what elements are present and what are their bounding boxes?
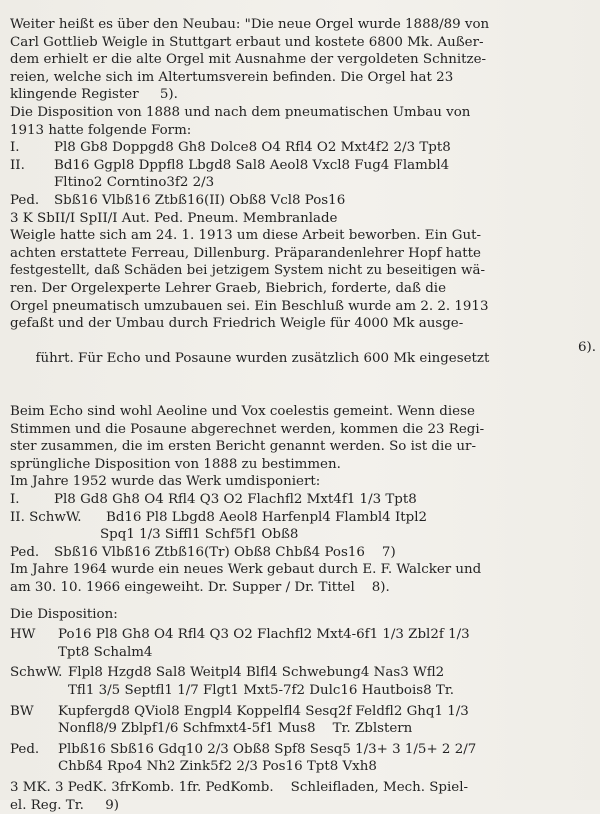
stops-line: Bd16 Ggpl8 Dppfl8 Lbgd8 Sal8 Aeol8 Vxcl8 Fug4 Flambl4	[54, 157, 450, 173]
text-line: reien, welche sich im Altertumsverein befinden. Die Orgel hat 23	[10, 69, 454, 85]
text-line-with-note	[10, 333, 596, 403]
manual-row	[10, 157, 584, 192]
text-line: führt. Für Echo und Posaune wurden zusätzlich 600 Mk eingesetzt	[35, 351, 490, 367]
manual-label: Ped.	[10, 741, 40, 757]
manual-label: Ped.	[10, 544, 40, 560]
text-line: Beim Echo sind wohl Aeoline und Vox coelestis gemeint. Wenn diese	[10, 404, 475, 420]
stops-line: Kupfergd8 QViol8 Engpl4 Koppelfl4 Sesq2f Feldfl2 Ghq1 1/3	[58, 703, 469, 719]
disposition-1966	[10, 606, 584, 814]
manual-label: Ped.	[10, 192, 40, 208]
manual-row	[10, 192, 584, 210]
manual-row	[10, 509, 584, 544]
text-line: Carl Gottlieb Weigle in Stuttgart erbaut und kostete 6800 Mk. Außer-	[10, 34, 484, 50]
disposition-1952	[10, 473, 584, 596]
manual-row	[10, 741, 584, 776]
stops-line: Po16 Pl8 Gh8 O4 Rfl4 Q3 O2 Flachfl2 Mxt4-6f1 1/3 Zbl2f 1/3	[58, 627, 470, 643]
stops-line: Pl8 Gb8 Doppgd8 Gh8 Dolce8 O4 Rfl4 O2 Mxt4f2 2/3 Tpt8	[54, 140, 451, 156]
manual-label: II.	[10, 157, 25, 173]
text-line: ren. Der Orgelexperte Lehrer Graeb, Biebrich, forderte, daß die	[10, 280, 446, 296]
text-line: klingende Register 5).	[10, 87, 178, 103]
intro-paragraph	[10, 16, 584, 104]
manual-label: HW	[10, 627, 36, 643]
manual-row	[10, 626, 584, 661]
stops-line: Chbß4 Rpo4 Nh2 Zink5f2 2/3 Pos16 Tpt8 Vxh8	[58, 759, 377, 775]
stops-line: Tfl1 3/5 Septfl1 1/7 Flgt1 Mxt5-7f2 Dulc16 Hautbois8 Tr.	[68, 682, 455, 698]
stops-line: Tpt8 Schalm4	[58, 644, 153, 660]
stops-line: Spq1 1/3 Siffl1 Schf5f1 Obß8	[100, 527, 299, 543]
text-line: achten erstattete Ferreau, Dillenburg. Präparandenlehrer Hopf hatte	[10, 245, 481, 261]
middle-paragraph	[10, 227, 596, 473]
manual-row	[10, 491, 584, 509]
closing-line: 3 MK. 3 PedK. 3frKomb. 1fr. PedKomb. Schleifladen, Mech. Spiel-	[10, 779, 469, 795]
stops-line: Sbß16 Vlbß16 Ztbß16(Tr) Obß8 Chbß4 Pos16 7)	[54, 544, 396, 560]
disposition-1888-intro	[10, 104, 584, 139]
stops-line: Bd16 Pl8 Lbgd8 Aeol8 Harfenpl4 Flambl4 Itpl2	[106, 509, 428, 525]
manual-label: I.	[10, 492, 20, 508]
stops-line: Nonfl8/9 Zblpf1/6 Schfmxt4-5f1 Mus8 Tr. Zblstern	[58, 721, 413, 737]
text-line: Weiter heißt es über den Neubau: "Die neue Orgel wurde 1888/89 von	[10, 17, 490, 32]
text-line: Im Jahre 1964 wurde ein neues Werk gebaut durch E. F. Walcker und	[10, 562, 482, 578]
manual-label: I.	[10, 140, 20, 156]
disposition-1888	[10, 139, 584, 227]
text-line: dem erhielt er die alte Orgel mit Ausnahme der vergoldeten Schnitze-	[10, 52, 487, 68]
footnote-marker: 6).	[577, 339, 596, 355]
closing-line: el. Reg. Tr. 9)	[10, 797, 119, 813]
manual-row	[10, 544, 584, 562]
accessories-line: 3 K SbII/I SpII/I Aut. Ped. Pneum. Membranlade	[10, 210, 338, 226]
stops-line: Fltino2 Corntino3f2 2/3	[54, 175, 215, 191]
stops-line: Pl8 Gd8 Gh8 O4 Rfl4 Q3 O2 Flachfl2 Mxt4f1 1/3 Tpt8	[54, 492, 417, 508]
stops-line: Flpl8 Hzgd8 Sal8 Weitpl4 Blfl4 Schwebung4 Nas3 Wfl2	[68, 665, 445, 681]
text-line: ster zusammen, die im ersten Bericht genannt werden. So ist die ur-	[10, 439, 476, 455]
text-line: Die Disposition von 1888 und nach dem pneumatischen Umbau von	[10, 104, 471, 120]
text-line: gefaßt und der Umbau durch Friedrich Weigle für 4000 Mk ausge-	[10, 316, 464, 332]
section-heading: Die Disposition:	[10, 606, 118, 622]
manual-label: BW	[10, 703, 34, 719]
manual-row	[10, 664, 584, 699]
text-line: festgestellt, daß Schäden bei jetzigem System nicht zu beseitigen wä-	[10, 263, 486, 279]
manual-label: II. SchwW.	[10, 509, 82, 525]
manual-label: SchwW.	[10, 665, 63, 681]
text-line: sprüngliche Disposition von 1888 zu bestimmen.	[10, 456, 341, 472]
text-line: Stimmen und die Posaune abgerechnet werden, kommen die 23 Regi-	[10, 421, 485, 437]
text-line: Weigle hatte sich am 24. 1. 1913 um diese Arbeit beworben. Ein Gut-	[10, 228, 481, 244]
manual-row	[10, 139, 584, 157]
manual-row	[10, 703, 584, 738]
text-line: am 30. 10. 1966 eingeweiht. Dr. Supper / Dr. Tittel 8).	[10, 580, 390, 595]
stops-line: Plbß16 Sbß16 Gdq10 2/3 Obß8 Spf8 Sesq5 1/3+ 3 1/5+ 2 2/7	[58, 741, 477, 757]
text-line: Orgel pneumatisch umzubauen sei. Ein Beschluß wurde am 2. 2. 1913	[10, 298, 489, 314]
stops-line: Sbß16 Vlbß16 Ztbß16(II) Obß8 Vcl8 Pos16	[54, 192, 346, 208]
text-line: 1913 hatte folgende Form:	[10, 122, 192, 138]
text-line: Im Jahre 1952 wurde das Werk umdisponiert:	[10, 474, 321, 490]
